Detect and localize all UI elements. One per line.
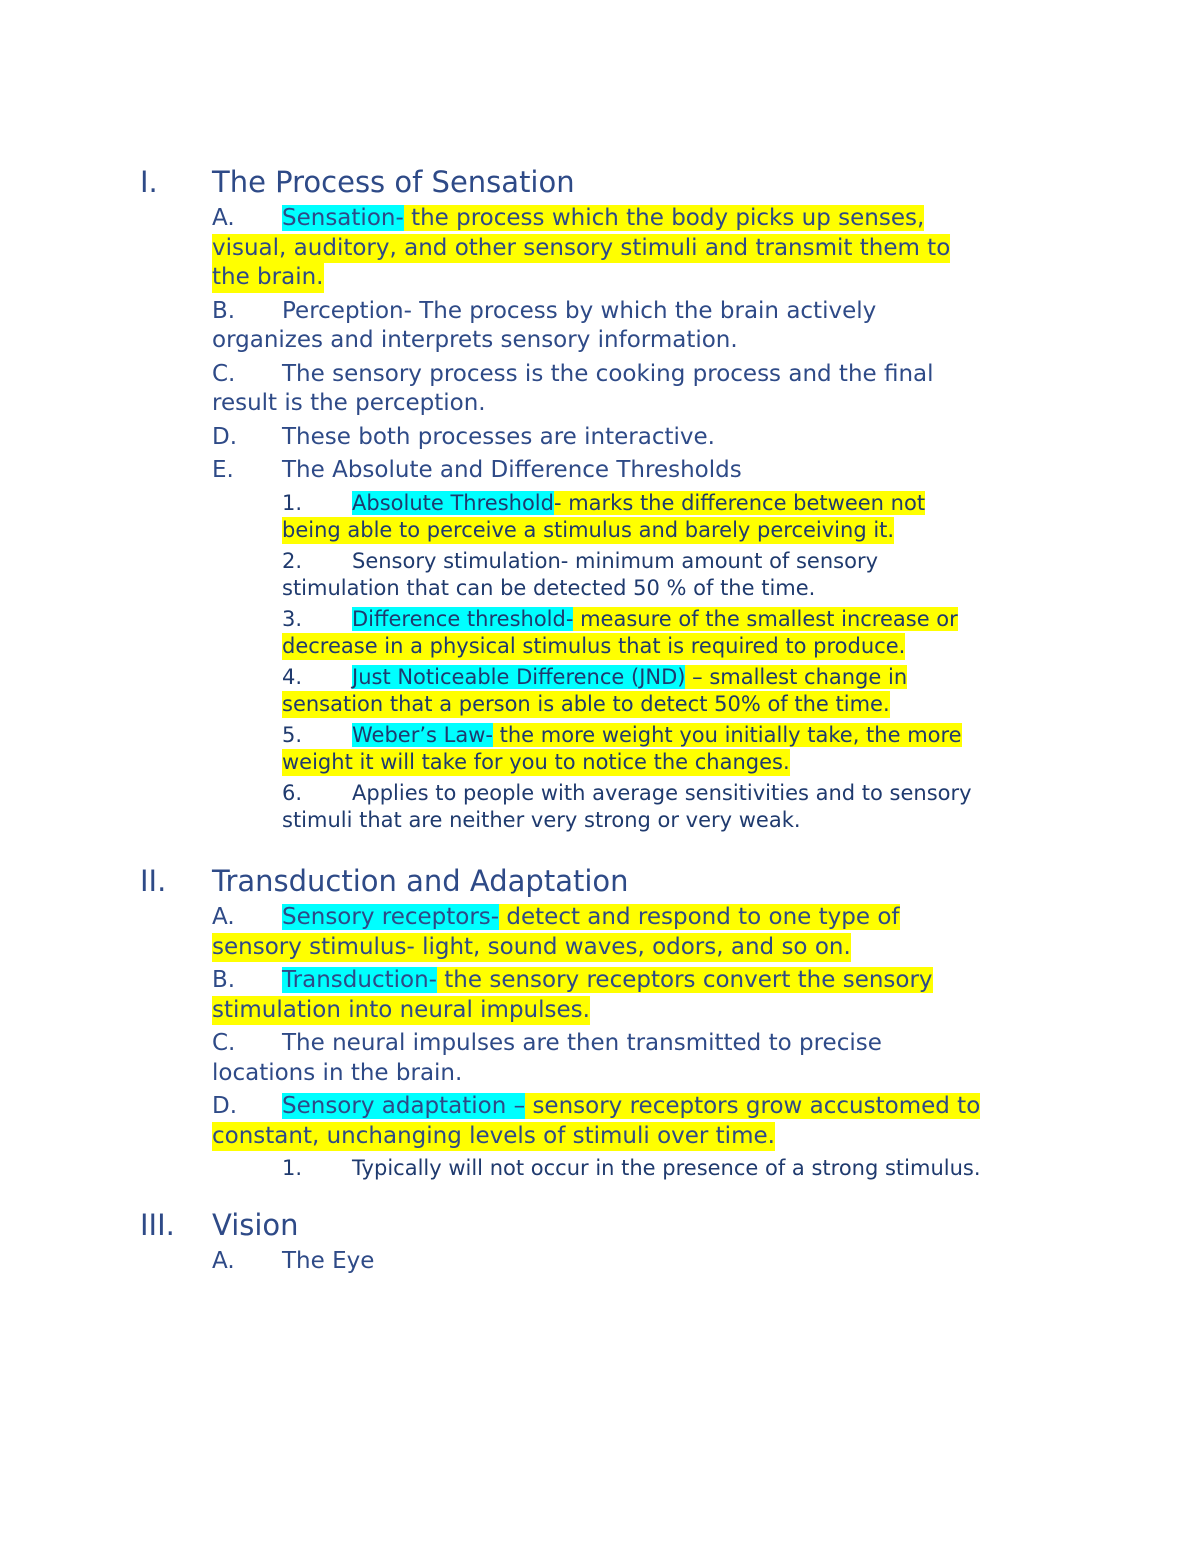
definition-text: – smallest change in: [685, 664, 908, 689]
item-text: Sensory stimulation- minimum amount of sensory: [352, 548, 879, 573]
section-number: II.: [140, 864, 167, 898]
list-item-sensory-receptors: [0, 903, 1200, 962]
item-marker: 6.: [282, 780, 303, 805]
section-heading: [0, 863, 1200, 899]
definition-text: sensory stimulus- light, sound waves, odors, and so on.: [212, 933, 851, 963]
section-process-of-sensation: [0, 164, 1200, 834]
item-text: The Eye: [282, 1248, 375, 1274]
item-marker: 1.: [282, 490, 303, 515]
sublist-item-strong-stimulus: [0, 1155, 1200, 1182]
item-marker: A.: [212, 1248, 235, 1274]
item-text: Typically will not occur in the presence of a strong stimulus.: [352, 1156, 981, 1180]
definition-text: the more weight you initially take, the more: [492, 722, 962, 747]
term-highlight: Transduction-: [282, 967, 437, 993]
definition-text: weight it will take for you to notice the changes.: [282, 749, 790, 774]
item-text: The neural impulses are then transmitted to precise: [282, 1030, 882, 1056]
sublist-item-applies: [0, 780, 1200, 834]
term-highlight: Sensation-: [282, 205, 404, 231]
item-marker: E.: [212, 457, 234, 483]
section-heading: [0, 1207, 1200, 1243]
item-text: These both processes are interactive.: [282, 423, 715, 450]
definition-text: the brain.: [212, 263, 324, 293]
list-item-interactive: [0, 423, 1200, 453]
list-item-sensory-adaptation: [0, 1092, 1200, 1151]
item-text: locations in the brain.: [212, 1059, 463, 1086]
sublist-item-difference-threshold: [0, 606, 1200, 660]
item-marker: D.: [212, 1093, 238, 1119]
item-marker: B.: [212, 297, 236, 324]
section-title: Transduction and Adaptation: [212, 864, 629, 898]
section-title: Vision: [212, 1208, 299, 1242]
list-item-neural-impulses: [0, 1029, 1200, 1088]
section-heading: [0, 164, 1200, 200]
section-title: The Process of Sensation: [212, 165, 575, 199]
section-number: III.: [140, 1208, 175, 1242]
list-item-the-eye: [0, 1247, 1200, 1277]
definition-text: the process which the body picks up senses,: [403, 205, 925, 231]
item-marker: 5.: [282, 722, 303, 747]
sublist-item-webers-law: [0, 722, 1200, 776]
item-marker: 1.: [282, 1156, 303, 1180]
definition-text: decrease in a physical stimulus that is required to produce.: [282, 633, 906, 658]
definition-text: constant, unchanging levels of stimuli over time.: [212, 1122, 775, 1152]
item-text: organizes and interprets sensory information.: [212, 327, 738, 353]
term-highlight: Difference threshold-: [352, 606, 574, 631]
item-marker: B.: [212, 967, 236, 993]
item-marker: A.: [212, 904, 235, 930]
sublist-item-jnd: [0, 664, 1200, 718]
term-highlight: Weber’s Law-: [352, 722, 493, 747]
item-text: stimuli that are neither very strong or very weak.: [282, 807, 801, 832]
item-marker: 2.: [282, 548, 303, 573]
term-highlight: Just Noticeable Difference (JND): [352, 664, 686, 689]
item-text: Perception- The process by which the brain actively: [282, 297, 877, 324]
definition-text: visual, auditory, and other sensory stimuli and transmit them to: [212, 234, 950, 264]
sublist-item-sensory-stimulation: [0, 548, 1200, 602]
term-highlight: Sensory receptors-: [282, 904, 500, 930]
section-transduction-adaptation: [0, 863, 1200, 1182]
list-item-perception: [0, 297, 1200, 356]
item-text: Applies to people with average sensitivities and to sensory: [352, 780, 972, 805]
definition-text: stimulation into neural impulses.: [212, 996, 590, 1026]
item-text: The Absolute and Difference Thresholds: [282, 457, 742, 483]
item-text: stimulation that can be detected 50 % of the time.: [282, 575, 816, 600]
item-marker: C.: [212, 1030, 236, 1056]
list-item-transduction: [0, 966, 1200, 1025]
item-marker: A.: [212, 205, 235, 231]
definition-text: - marks the difference between not: [553, 490, 926, 515]
list-item-sensory-process: [0, 360, 1200, 419]
item-marker: 3.: [282, 606, 303, 631]
item-marker: C.: [212, 360, 236, 387]
list-item-sensation: [0, 204, 1200, 293]
item-text: result is the perception.: [212, 390, 486, 416]
definition-text: the sensory receptors convert the sensory: [436, 967, 933, 993]
definition-text: being able to perceive a stimulus and barely perceiving it.: [282, 517, 895, 542]
section-vision: [0, 1207, 1200, 1277]
definition-text: sensory receptors grow accustomed to: [525, 1093, 981, 1119]
definition-text: measure of the smallest increase or: [573, 606, 958, 631]
term-highlight: Sensory adaptation –: [282, 1093, 526, 1119]
definition-text: sensation that a person is able to detect 50% of the time.: [282, 691, 890, 716]
sublist-item-absolute-threshold: [0, 490, 1200, 544]
definition-text: detect and respond to one type of: [499, 904, 900, 930]
section-number: I.: [140, 165, 158, 199]
list-item-thresholds: [0, 456, 1200, 486]
item-text: The sensory process is the cooking process and the final: [282, 360, 934, 387]
item-marker: D.: [212, 423, 238, 450]
item-marker: 4.: [282, 664, 303, 689]
term-highlight: Absolute Threshold: [352, 490, 554, 515]
